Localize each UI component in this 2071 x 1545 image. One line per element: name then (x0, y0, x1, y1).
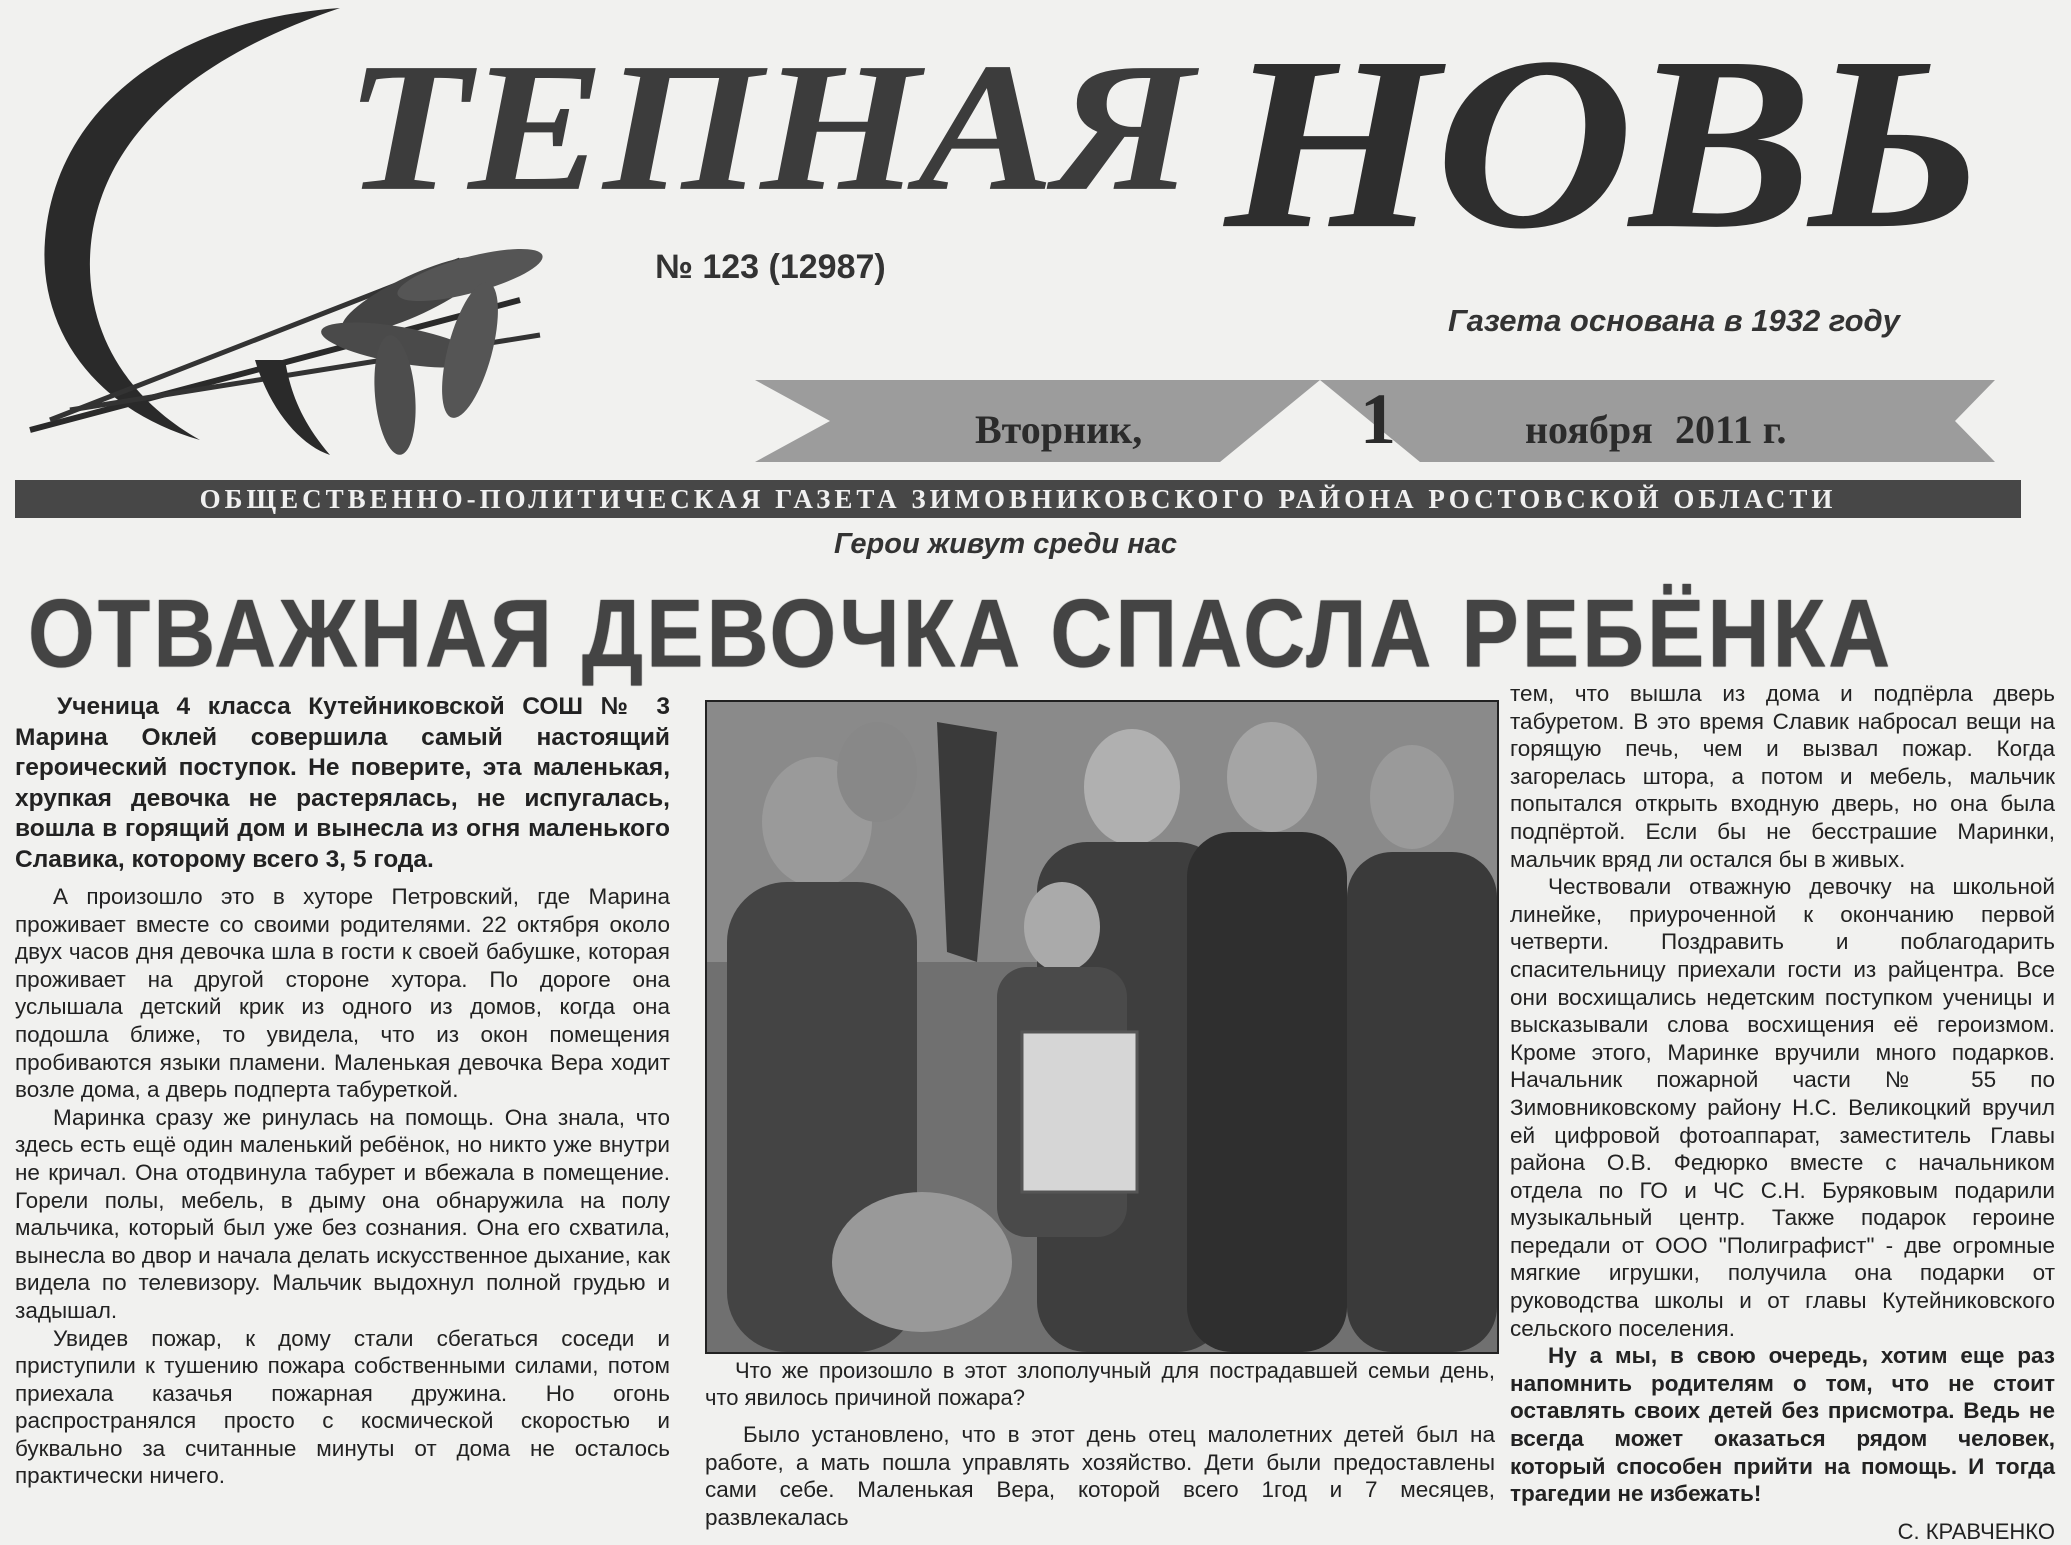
date-month: ноября (1525, 407, 1653, 452)
issue-number: № 123 (12987) (655, 248, 886, 286)
date-weekday: Вторник, (975, 407, 1143, 452)
newspaper-subtitle: ОБЩЕСТВЕННО-ПОЛИТИЧЕСКАЯ ГАЗЕТА ЗИМОВНИКОВСКОГО РАЙОНА РОСТОВСКОЙ ОБЛАСТИ (199, 484, 1837, 514)
subtitle-band (15, 480, 2021, 518)
date-day: 1 (1360, 379, 1396, 459)
photo-illustration (707, 702, 1497, 1352)
article-paragraph: тем, что вышла из дома и подпёрла дверь табуретом. В это время Славик набросал вещи на горящую печь, чем и вызвал пожар. Когда загорелась штора, а потом и мебель, мальчик попытался открыть входную дверь, но она была подпёртой. Если бы не бесстрашие Маринки, мальчик вряд ли остался бы в живых. (1510, 681, 2055, 872)
date-band (755, 380, 2030, 462)
article-paragraph: Было установлено, что в этот день отец малолетних детей был на работе, а мать пошла управлять хозяйство. Дети были предоставлены сами себе. Маленькая Вера, которой всего 1год и 7 месяцев, развлекалась (705, 1422, 1495, 1530)
article-headline: ОТВАЖНАЯ ДЕВОЧКА СПАСЛА РЕБЁНКА (27, 580, 1894, 688)
article-paragraph: Маринка сразу же ринулась на помощь. Она знала, что здесь есть ещё один маленький ребёнок, но никто уже внутри не кричал. Она отодвинула табурет и вбежала в помещение. Горели полы, мебель, в дыму она обнаружила на полу мальчика, который был уже без сознания. Она его схватила, вынесла во двор и начала делать искусственное дыхание, как видела по телевизору. Мальчик выдохнул полной грудью и задышал. (15, 1104, 670, 1323)
article-paragraph: Увидев пожар, к дому стали сбегаться соседи и приступили к тушению пожара собственными силами, потом приехала казачья пожарная дружина. Но огонь распространялся просто с космической скоростью и буквально за считанные минуты от дома не осталось практически ничего. (15, 1325, 670, 1489)
article-byline: С. КРАВЧЕНКО (1897, 1518, 2055, 1544)
article-column-middle (705, 1357, 1495, 1531)
founded-note: Газета основана в 1932 году (1448, 303, 1900, 338)
article-photo (705, 700, 1499, 1354)
article-column-left (15, 692, 670, 1490)
newspaper-title-part1: ТЕПНАЯ (345, 25, 1192, 230)
article-paragraph: А произошло это в хуторе Петровский, где Марина проживает вместе со своими родителями. 22 октября около двух часов дня девочка шла в гости к своей бабушке, которая проживает на другой стороне хутора. По дороге она услышала детский крик из одного из домов, когда она подошла ближе, то увидела, что из окон помещения пробиваются языки пламени. Маленькая девочка Вера ходит возле дома, а дверь подперта табуреткой. (15, 884, 670, 1103)
article-paragraph: Чествовали отважную девочку на школьной линейке, приуроченной к окончанию первой четверти. Поздравить и поблагодарить спасительницу приехали гости из райцентра. Все они восхищались недетским поступком ученицы и высказывали слова восхищения её героизмом. Кроме этого, Маринке вручили много подарков. Начальник пожарной части № 55 по Зимовниковскому району Н.С. Великоцкий вручил ей цифровой фотоаппарат, заместитель Главы района О.В. Федюрко вместе с начальником отдела по ГО и ЧС С.Н. Буряковым подарили музыкальный центр. Также подарок героине передали от ООО "Полиграфист" - две огромные мягкие игрушки, получила она подарки от руководства школы и от главы Кутейниковского сельского поселения. (1510, 874, 2055, 1341)
article-closing: Ну а мы, в свою очередь, хотим еще раз напомнить родителям о том, что не стоит оставлять своих детей без присмотра. Ведь не всегда может оказаться рядом человек, который способен прийти на помощь. И тогда трагедии не избежать! (1510, 1343, 2055, 1507)
article-lead: Ученица 4 класса Кутейниковской СОШ № 3 Марина Оклей совершила самый настоящий героический поступок. Не поверите, эта маленькая, хрупкая девочка не растерялась, не испугалась, вошла в горящий дом и вынесла из огня маленького Славика, которому всего 3, 5 года. (15, 693, 670, 873)
article-column-right (1510, 680, 2055, 1545)
newspaper-title-part2: НОВЬ (1225, 6, 1980, 281)
photo-caption: Что же произошло в этот злополучный для пострадавшей семьи день, что явилось причиной пожара? (705, 1358, 1495, 1410)
date-year: 2011 г. (1675, 407, 1787, 452)
article-rubric: Герои живут среди нас (834, 528, 1177, 560)
